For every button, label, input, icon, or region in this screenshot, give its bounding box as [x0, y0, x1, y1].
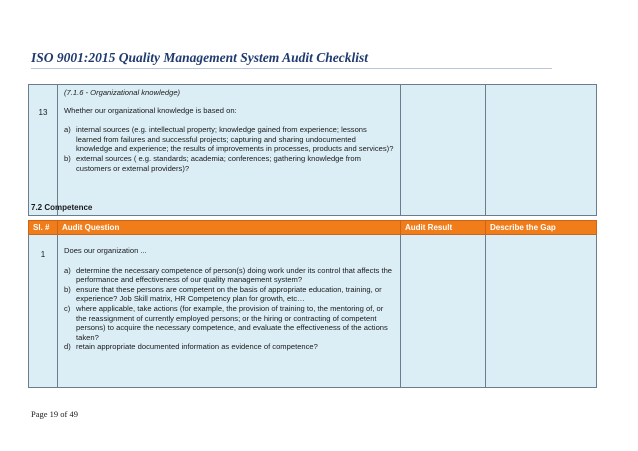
section-title: 7.2 Competence [31, 203, 93, 212]
question-lead: Whether our organizational knowledge is based on: [64, 105, 237, 115]
audit-question-cell [58, 235, 401, 388]
question-lead: Does our organization ... [64, 246, 147, 255]
row-number: 13 [29, 85, 58, 216]
document-title: ISO 9001:2015 Quality Management System Audit Checklist [31, 50, 369, 65]
checklist-table-continued [28, 84, 597, 216]
table-header-row [29, 221, 597, 235]
question-items [64, 125, 394, 173]
audit-question-cell [58, 85, 401, 216]
audit-result-cell[interactable] [401, 85, 486, 216]
row-number: 1 [29, 235, 58, 388]
header-audit-result: Audit Result [401, 221, 486, 235]
competence-table [28, 220, 597, 388]
list-item: a) internal sources (e.g. intellectual property; knowledge gained from experience; lessons learned from failures and successful projects; capturing and sharing undocumented knowledge and experience; the results of improvements in processes, products and services)? [64, 125, 394, 154]
describe-gap-cell[interactable] [486, 85, 597, 216]
title-divider [31, 68, 552, 69]
list-item: b) external sources ( e.g. standards; academia; conferences; gathering knowledge from customers or external providers)? [64, 153, 361, 173]
clause-subheading: (7.1.6 - Organizational knowledge) [64, 88, 181, 97]
header-audit-question: Audit Question [58, 221, 401, 235]
page-number: Page 19 of 49 [31, 409, 78, 419]
describe-gap-cell[interactable] [486, 235, 597, 388]
table-row [29, 235, 597, 388]
table-row [29, 85, 597, 216]
list-item: c) where applicable, take actions (for example, the provision of training to, the mentoring of, or the reassignment of currently employed persons; or the hiring or contracting of competent persons) to acquire the necessary competence, and evaluate the effectiveness of the actions taken? [64, 303, 388, 342]
list-item: b) ensure that these persons are competent on the basis of appropriate education, training, or experience? Job Skill matrix, HR Competency plan for growth, etc… [64, 284, 382, 304]
header-sl-number: Sl. # [29, 221, 58, 235]
list-item: a) determine the necessary competence of person(s) doing work under its control that affects the performance and effectiveness of our quality management system? [64, 265, 393, 285]
list-item: d) retain appropriate documented information as evidence of competence? [64, 342, 318, 352]
audit-result-cell[interactable] [401, 235, 486, 388]
question-items [64, 266, 394, 352]
header-describe-gap: Describe the Gap [486, 221, 597, 235]
